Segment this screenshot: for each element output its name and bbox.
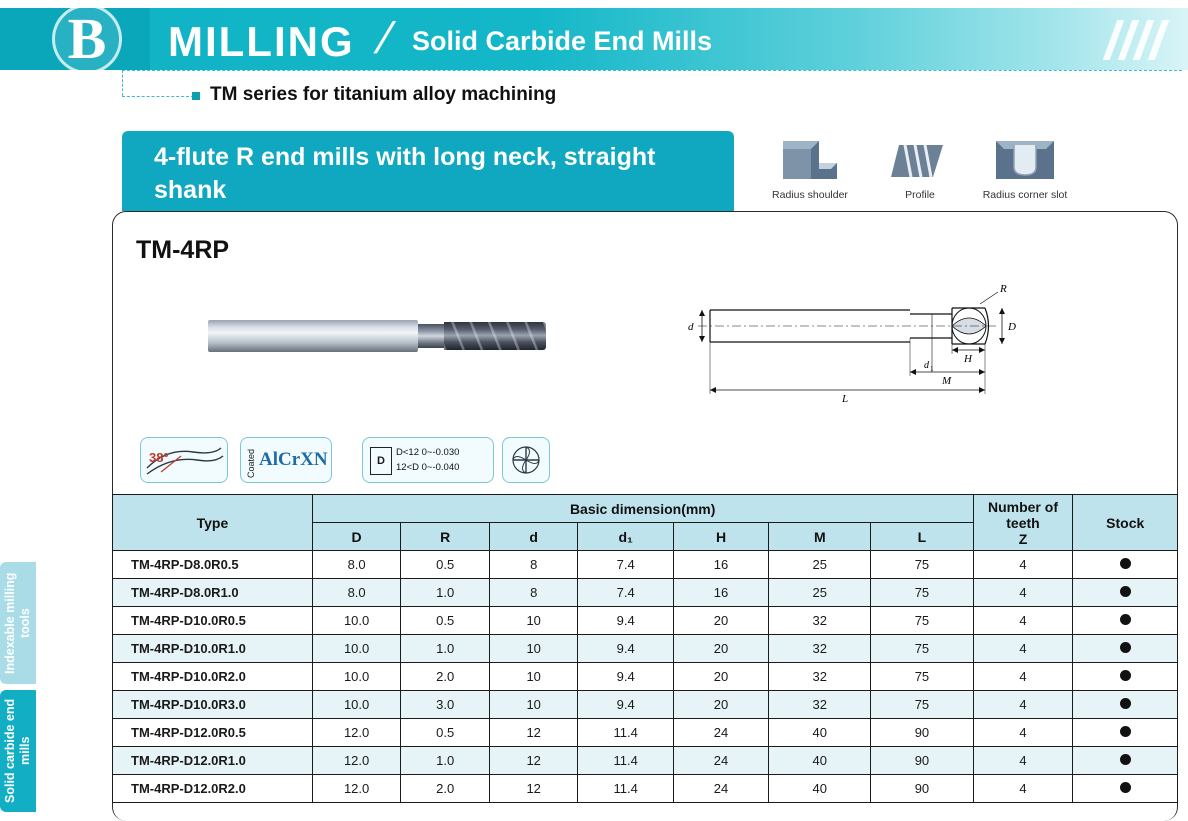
cell-L: 75 [871, 607, 973, 635]
cell-L: 75 [871, 691, 973, 719]
application-caption: Radius shoulder [772, 189, 848, 201]
column-header-stock: Stock [1073, 495, 1178, 551]
cell-H: 24 [673, 719, 768, 747]
side-tab-solid-carbide-end-mills[interactable]: Solid carbide end mills [0, 690, 36, 812]
profile-icon [870, 133, 970, 187]
cell-d: 8 [489, 579, 578, 607]
application-icon-radius-corner-slot [975, 133, 1075, 201]
coating-name: AlCrXN [259, 449, 328, 470]
cell-H: 16 [673, 551, 768, 579]
cell-M: 40 [769, 719, 871, 747]
stock-dot-icon [1120, 614, 1131, 625]
cell-d: 10 [489, 635, 578, 663]
tolerance-diameter-symbol: D [370, 447, 392, 475]
cell-H: 24 [673, 775, 768, 803]
table-row [113, 579, 1178, 607]
cell-type: TM-4RP-D12.0R2.0 [113, 775, 313, 803]
product-code: TM-4RP [136, 236, 230, 264]
application-icon-profile [870, 133, 970, 201]
teeth-line-2: teeth [1006, 514, 1040, 531]
cell-R: 1.0 [401, 747, 490, 775]
cell-d: 10 [489, 691, 578, 719]
table-row [113, 775, 1178, 803]
tolerance-badge [362, 437, 494, 483]
series-label: TM series for titanium alloy machining [210, 84, 557, 105]
cell-D: 8.0 [312, 579, 401, 607]
table-header-group-row [113, 495, 1178, 523]
cell-M: 32 [769, 607, 871, 635]
header-subtitle: Solid Carbide End Mills [412, 26, 713, 56]
tolerance-line-1: D<12 0~-0.030 [396, 447, 460, 458]
column-header-D: D [312, 523, 401, 551]
cell-Z: 4 [973, 775, 1073, 803]
cell-type: TM-4RP-D8.0R0.5 [113, 551, 313, 579]
cell-D: 12.0 [312, 747, 401, 775]
cell-d1: 11.4 [578, 775, 673, 803]
cell-H: 20 [673, 691, 768, 719]
cell-d1: 11.4 [578, 747, 673, 775]
column-header-type: Type [113, 495, 313, 551]
svg-text:1: 1 [930, 365, 934, 373]
cell-R: 2.0 [401, 663, 490, 691]
cell-D: 12.0 [312, 775, 401, 803]
cell-d1: 9.4 [578, 663, 673, 691]
cell-D: 10.0 [312, 663, 401, 691]
cell-H: 20 [673, 663, 768, 691]
application-icons [760, 133, 1080, 213]
cell-D: 10.0 [312, 607, 401, 635]
cell-R: 0.5 [401, 719, 490, 747]
product-photo [208, 306, 538, 366]
header-stripes-icon [1110, 20, 1170, 60]
tool-flutes [444, 322, 546, 350]
cell-D: 10.0 [312, 691, 401, 719]
cell-L: 90 [871, 719, 973, 747]
cell-R: 0.5 [401, 607, 490, 635]
cell-Z: 4 [973, 691, 1073, 719]
cell-L: 75 [871, 635, 973, 663]
svg-text:D: D [1008, 321, 1016, 333]
technical-drawing [680, 280, 1040, 410]
specification-table [112, 494, 1178, 803]
column-header-M: M [769, 523, 871, 551]
cell-d1: 11.4 [578, 719, 673, 747]
cell-M: 40 [769, 747, 871, 775]
cell-stock [1073, 691, 1178, 719]
cell-R: 0.5 [401, 551, 490, 579]
svg-text:L: L [842, 393, 849, 405]
table-row [113, 635, 1178, 663]
tool-shank [208, 320, 418, 352]
cell-stock [1073, 635, 1178, 663]
column-header-basic-dimension: Basic dimension(mm) [312, 495, 973, 523]
cell-Z: 4 [973, 551, 1073, 579]
cell-M: 32 [769, 691, 871, 719]
header-slash-icon: / [370, 14, 399, 63]
cell-H: 24 [673, 747, 768, 775]
cell-M: 32 [769, 635, 871, 663]
cell-type: TM-4RP-D8.0R1.0 [113, 579, 313, 607]
cell-Z: 4 [973, 747, 1073, 775]
stock-dot-icon [1120, 586, 1131, 597]
cell-d1: 7.4 [578, 579, 673, 607]
cell-M: 25 [769, 551, 871, 579]
teeth-line-1: Number of [987, 498, 1058, 515]
cell-type: TM-4RP-D10.0R2.0 [113, 663, 313, 691]
table-row [113, 551, 1178, 579]
column-header-L: L [871, 523, 973, 551]
stock-dot-icon [1120, 558, 1131, 569]
series-dash-line [122, 70, 1182, 71]
application-icon-radius-shoulder [760, 133, 860, 201]
cell-d: 8 [489, 551, 578, 579]
four-flute-badge [502, 437, 550, 483]
cell-R: 1.0 [401, 635, 490, 663]
tool-neck [418, 324, 446, 348]
cell-type: TM-4RP-D10.0R3.0 [113, 691, 313, 719]
feature-badges [140, 437, 570, 485]
cell-stock [1073, 607, 1178, 635]
cell-Z: 4 [973, 579, 1073, 607]
cell-R: 1.0 [401, 579, 490, 607]
stock-dot-icon [1120, 642, 1131, 653]
cell-Z: 4 [973, 663, 1073, 691]
cell-L: 75 [871, 663, 973, 691]
cell-Z: 4 [973, 719, 1073, 747]
cell-d: 12 [489, 775, 578, 803]
svg-text:M: M [942, 375, 952, 387]
cell-Z: 4 [973, 607, 1073, 635]
cell-stock [1073, 663, 1178, 691]
cell-type: TM-4RP-D10.0R0.5 [113, 607, 313, 635]
cell-stock [1073, 719, 1178, 747]
coating-badge [240, 437, 332, 483]
product-title-bar [122, 131, 734, 211]
radius-shoulder-icon [760, 133, 860, 187]
cell-M: 40 [769, 775, 871, 803]
cell-M: 32 [769, 663, 871, 691]
column-header-d1: d₁ [578, 523, 673, 551]
cell-type: TM-4RP-D12.0R0.5 [113, 719, 313, 747]
cell-d: 10 [489, 607, 578, 635]
cell-d: 12 [489, 719, 578, 747]
column-header-d: d [489, 523, 578, 551]
cell-L: 90 [871, 775, 973, 803]
page-header [0, 0, 1188, 78]
table-row [113, 747, 1178, 775]
cell-stock [1073, 551, 1178, 579]
cell-d: 10 [489, 663, 578, 691]
cell-D: 8.0 [312, 551, 401, 579]
table-row [113, 607, 1178, 635]
radius-corner-slot-icon [975, 133, 1075, 187]
application-caption: Radius corner slot [982, 189, 1068, 201]
cell-type: TM-4RP-D10.0R1.0 [113, 635, 313, 663]
table-row [113, 691, 1178, 719]
table-row [113, 719, 1178, 747]
teeth-line-3: Z [1018, 530, 1028, 547]
series-bullet-icon [192, 92, 200, 100]
cell-R: 2.0 [401, 775, 490, 803]
cell-Z: 4 [973, 635, 1073, 663]
stock-dot-icon [1120, 726, 1131, 737]
cell-stock [1073, 747, 1178, 775]
cell-d1: 9.4 [578, 691, 673, 719]
table-body [113, 551, 1178, 803]
cell-d1: 9.4 [578, 635, 673, 663]
series-horizontal-line [122, 96, 194, 97]
cell-L: 75 [871, 579, 973, 607]
cell-d1: 9.4 [578, 607, 673, 635]
cell-R: 3.0 [401, 691, 490, 719]
svg-text:d: d [688, 321, 694, 333]
cell-L: 75 [871, 551, 973, 579]
header-title: MILLING [168, 18, 355, 65]
stock-dot-icon [1120, 670, 1131, 681]
product-title: 4-flute R end mills with long neck, straight shank [154, 143, 656, 204]
stock-dot-icon [1120, 754, 1131, 765]
table-row [113, 663, 1178, 691]
coating-label: Coated [246, 448, 256, 478]
stock-dot-icon [1120, 698, 1131, 709]
tolerance-line-2: 12<D 0~-0.040 [396, 462, 460, 473]
cell-d: 12 [489, 747, 578, 775]
tolerance-text [396, 445, 459, 475]
helix-angle-badge [140, 437, 228, 483]
application-caption: Profile [905, 189, 935, 201]
cell-H: 16 [673, 579, 768, 607]
column-header-R: R [401, 523, 490, 551]
logo-letter: B [67, 6, 107, 71]
svg-text:R: R [1000, 283, 1007, 295]
helix-angle-value: 38° [149, 450, 169, 465]
cell-stock [1073, 775, 1178, 803]
cell-L: 90 [871, 747, 973, 775]
column-header-H: H [673, 523, 768, 551]
cell-d1: 7.4 [578, 551, 673, 579]
cell-type: TM-4RP-D12.0R1.0 [113, 747, 313, 775]
column-header-teeth [973, 495, 1073, 551]
series-vertical-line [122, 70, 123, 96]
cell-D: 12.0 [312, 719, 401, 747]
stock-dot-icon [1120, 782, 1131, 793]
cell-H: 20 [673, 635, 768, 663]
cell-stock [1073, 579, 1178, 607]
svg-text:H: H [964, 353, 972, 365]
side-tab-indexable-milling-tools[interactable]: Indexable milling tools [0, 562, 36, 684]
cell-D: 10.0 [312, 635, 401, 663]
cell-M: 25 [769, 579, 871, 607]
svg-text:d: d [924, 360, 929, 371]
cell-H: 20 [673, 607, 768, 635]
